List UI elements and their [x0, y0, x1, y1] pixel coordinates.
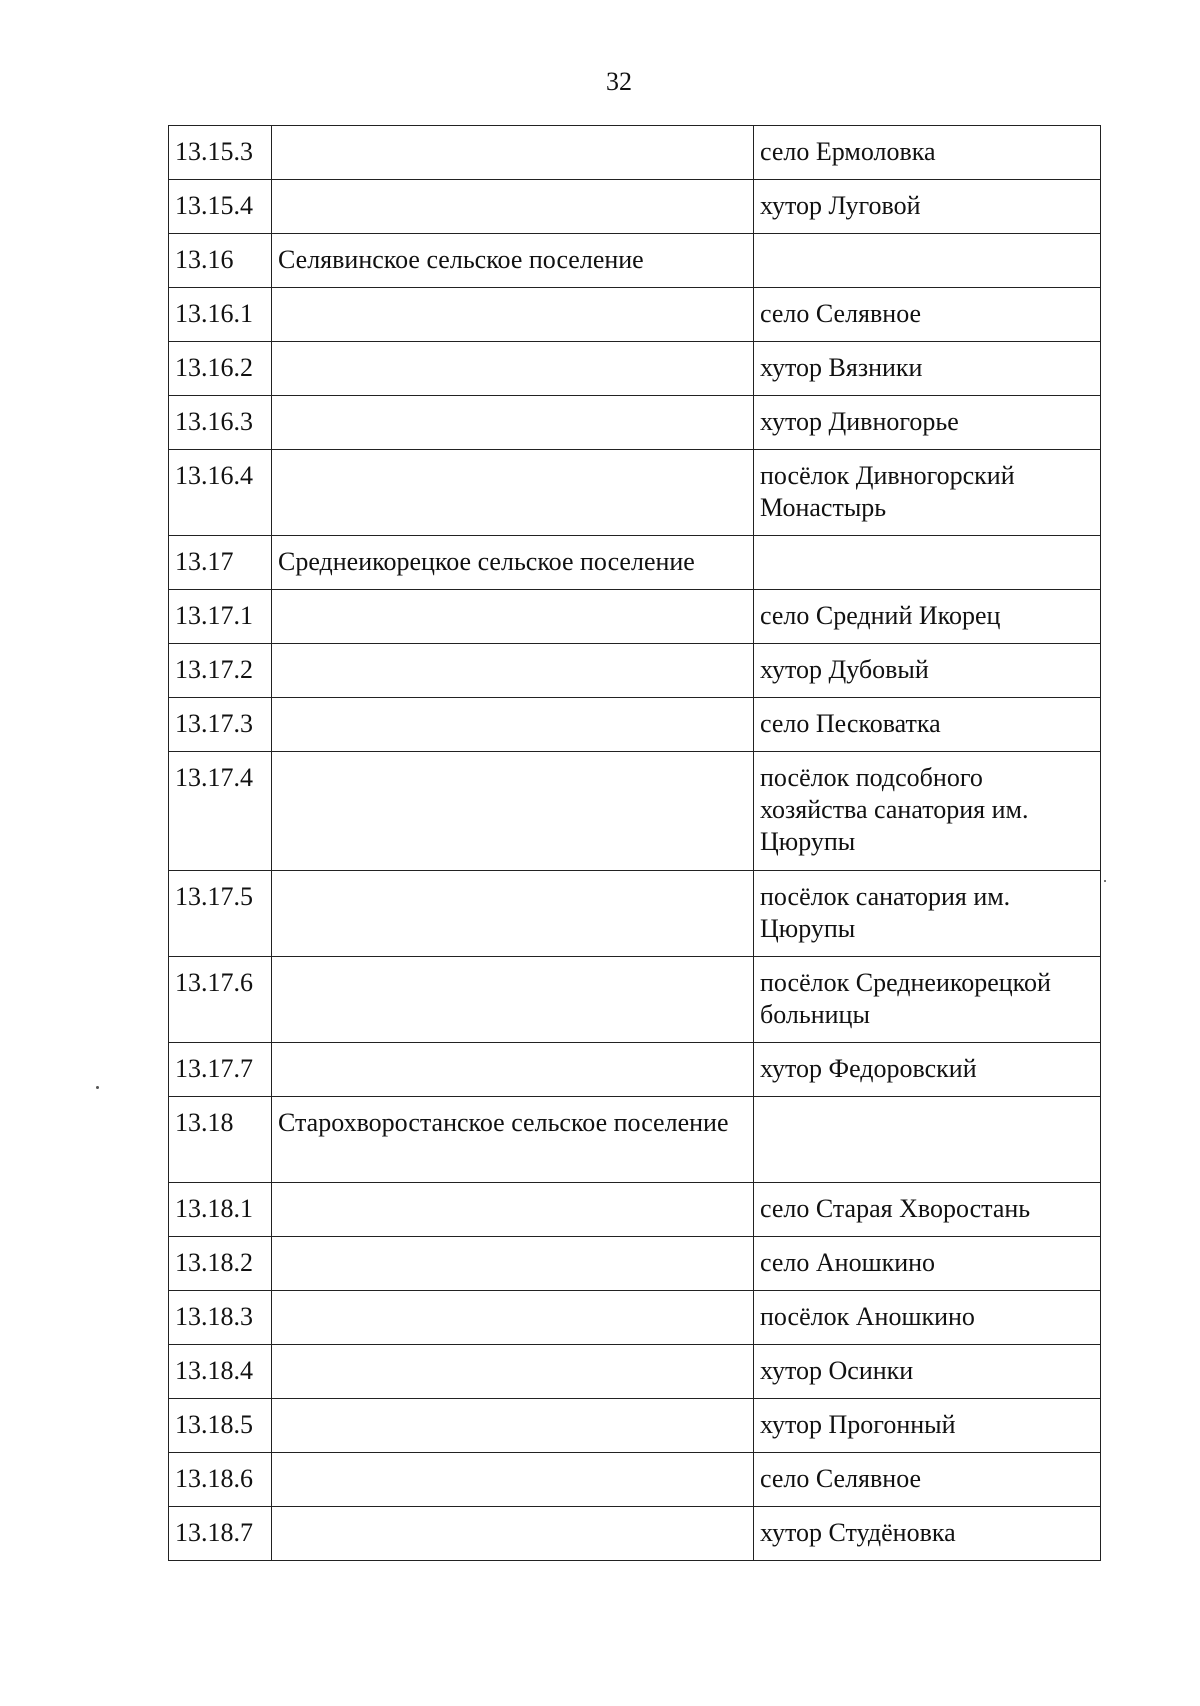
table-row	[169, 1507, 1101, 1561]
settlement-name: хутор Вязники	[754, 342, 1101, 396]
settlement-name	[754, 1097, 1101, 1183]
settlement-name: хутор Осинки	[754, 1345, 1101, 1399]
settlement-name: село Селявное	[754, 288, 1101, 342]
table-row	[169, 450, 1101, 536]
settlement-name	[754, 536, 1101, 590]
municipality-name	[272, 1453, 754, 1507]
municipality-name	[272, 342, 754, 396]
municipality-name: Среднеикорецкое сельское поселение	[272, 536, 754, 590]
municipality-name	[272, 1291, 754, 1345]
row-number: 13.17.1	[169, 590, 272, 644]
row-number: 13.16.1	[169, 288, 272, 342]
settlement-name: хутор Дивногорье	[754, 396, 1101, 450]
table-row	[169, 590, 1101, 644]
municipality-name	[272, 1237, 754, 1291]
table-row	[169, 1097, 1101, 1183]
settlement-name: посёлок подсобного хозяйства санатория им. Цюрупы	[754, 752, 1101, 871]
settlement-name: село Средний Икорец	[754, 590, 1101, 644]
municipality-name	[272, 180, 754, 234]
municipality-name	[272, 450, 754, 536]
row-number: 13.18.2	[169, 1237, 272, 1291]
row-number: 13.17.4	[169, 752, 272, 871]
municipality-name	[272, 1399, 754, 1453]
municipality-name	[272, 698, 754, 752]
settlement-name: посёлок Среднеикорецкой больницы	[754, 957, 1101, 1043]
table-row	[169, 536, 1101, 590]
municipality-name: Селявинское сельское поселение	[272, 234, 754, 288]
settlements-table	[168, 125, 1101, 1561]
settlement-name: село Аношкино	[754, 1237, 1101, 1291]
row-number: 13.18.1	[169, 1183, 272, 1237]
table-row	[169, 644, 1101, 698]
table-row	[169, 1237, 1101, 1291]
municipality-name: Старохворостанское сельское поселение	[272, 1097, 754, 1183]
municipality-name	[272, 1043, 754, 1097]
table-row	[169, 1453, 1101, 1507]
row-number: 13.17.3	[169, 698, 272, 752]
row-number: 13.18.5	[169, 1399, 272, 1453]
row-number: 13.17	[169, 536, 272, 590]
row-number: 13.17.2	[169, 644, 272, 698]
table-row	[169, 288, 1101, 342]
row-number: 13.15.3	[169, 126, 272, 180]
table-row	[169, 698, 1101, 752]
table-row	[169, 752, 1101, 871]
settlement-name	[754, 234, 1101, 288]
municipality-name	[272, 396, 754, 450]
row-number: 13.18.6	[169, 1453, 272, 1507]
municipality-name	[272, 752, 754, 871]
table-row	[169, 1291, 1101, 1345]
table-row	[169, 1345, 1101, 1399]
table-row	[169, 342, 1101, 396]
municipality-name	[272, 957, 754, 1043]
table-row	[169, 1043, 1101, 1097]
table-row	[169, 1183, 1101, 1237]
table-row	[169, 1399, 1101, 1453]
municipality-name	[272, 126, 754, 180]
settlement-name: село Селявное	[754, 1453, 1101, 1507]
row-number: 13.18.4	[169, 1345, 272, 1399]
row-number: 13.18	[169, 1097, 272, 1183]
row-number: 13.17.6	[169, 957, 272, 1043]
row-number: 13.18.7	[169, 1507, 272, 1561]
settlement-name: село Старая Хворостань	[754, 1183, 1101, 1237]
row-number: 13.16.2	[169, 342, 272, 396]
settlement-name: хутор Луговой	[754, 180, 1101, 234]
municipality-name	[272, 590, 754, 644]
table-row	[169, 957, 1101, 1043]
row-number: 13.17.7	[169, 1043, 272, 1097]
municipality-name	[272, 644, 754, 698]
settlement-name: хутор Дубовый	[754, 644, 1101, 698]
table-row	[169, 126, 1101, 180]
page-number: 32	[606, 67, 632, 96]
row-number: 13.18.3	[169, 1291, 272, 1345]
settlement-name: посёлок Аношкино	[754, 1291, 1101, 1345]
municipality-name	[272, 871, 754, 957]
settlement-name: село Песковатка	[754, 698, 1101, 752]
table-row	[169, 396, 1101, 450]
row-number: 13.16.4	[169, 450, 272, 536]
row-number: 13.17.5	[169, 871, 272, 957]
table-row	[169, 180, 1101, 234]
settlement-name: хутор Прогонный	[754, 1399, 1101, 1453]
scan-speck	[1104, 880, 1106, 882]
row-number: 13.15.4	[169, 180, 272, 234]
settlement-name: посёлок Дивногорский Монастырь	[754, 450, 1101, 536]
municipality-name	[272, 1183, 754, 1237]
row-number: 13.16.3	[169, 396, 272, 450]
municipality-name	[272, 288, 754, 342]
row-number: 13.16	[169, 234, 272, 288]
scan-speck	[96, 1086, 99, 1089]
settlement-name: хутор Студёновка	[754, 1507, 1101, 1561]
municipality-name	[272, 1507, 754, 1561]
settlement-name: хутор Федоровский	[754, 1043, 1101, 1097]
table-row	[169, 234, 1101, 288]
table-row	[169, 871, 1101, 957]
municipality-name	[272, 1345, 754, 1399]
settlement-name: посёлок санатория им. Цюрупы	[754, 871, 1101, 957]
settlement-name: село Ермоловка	[754, 126, 1101, 180]
